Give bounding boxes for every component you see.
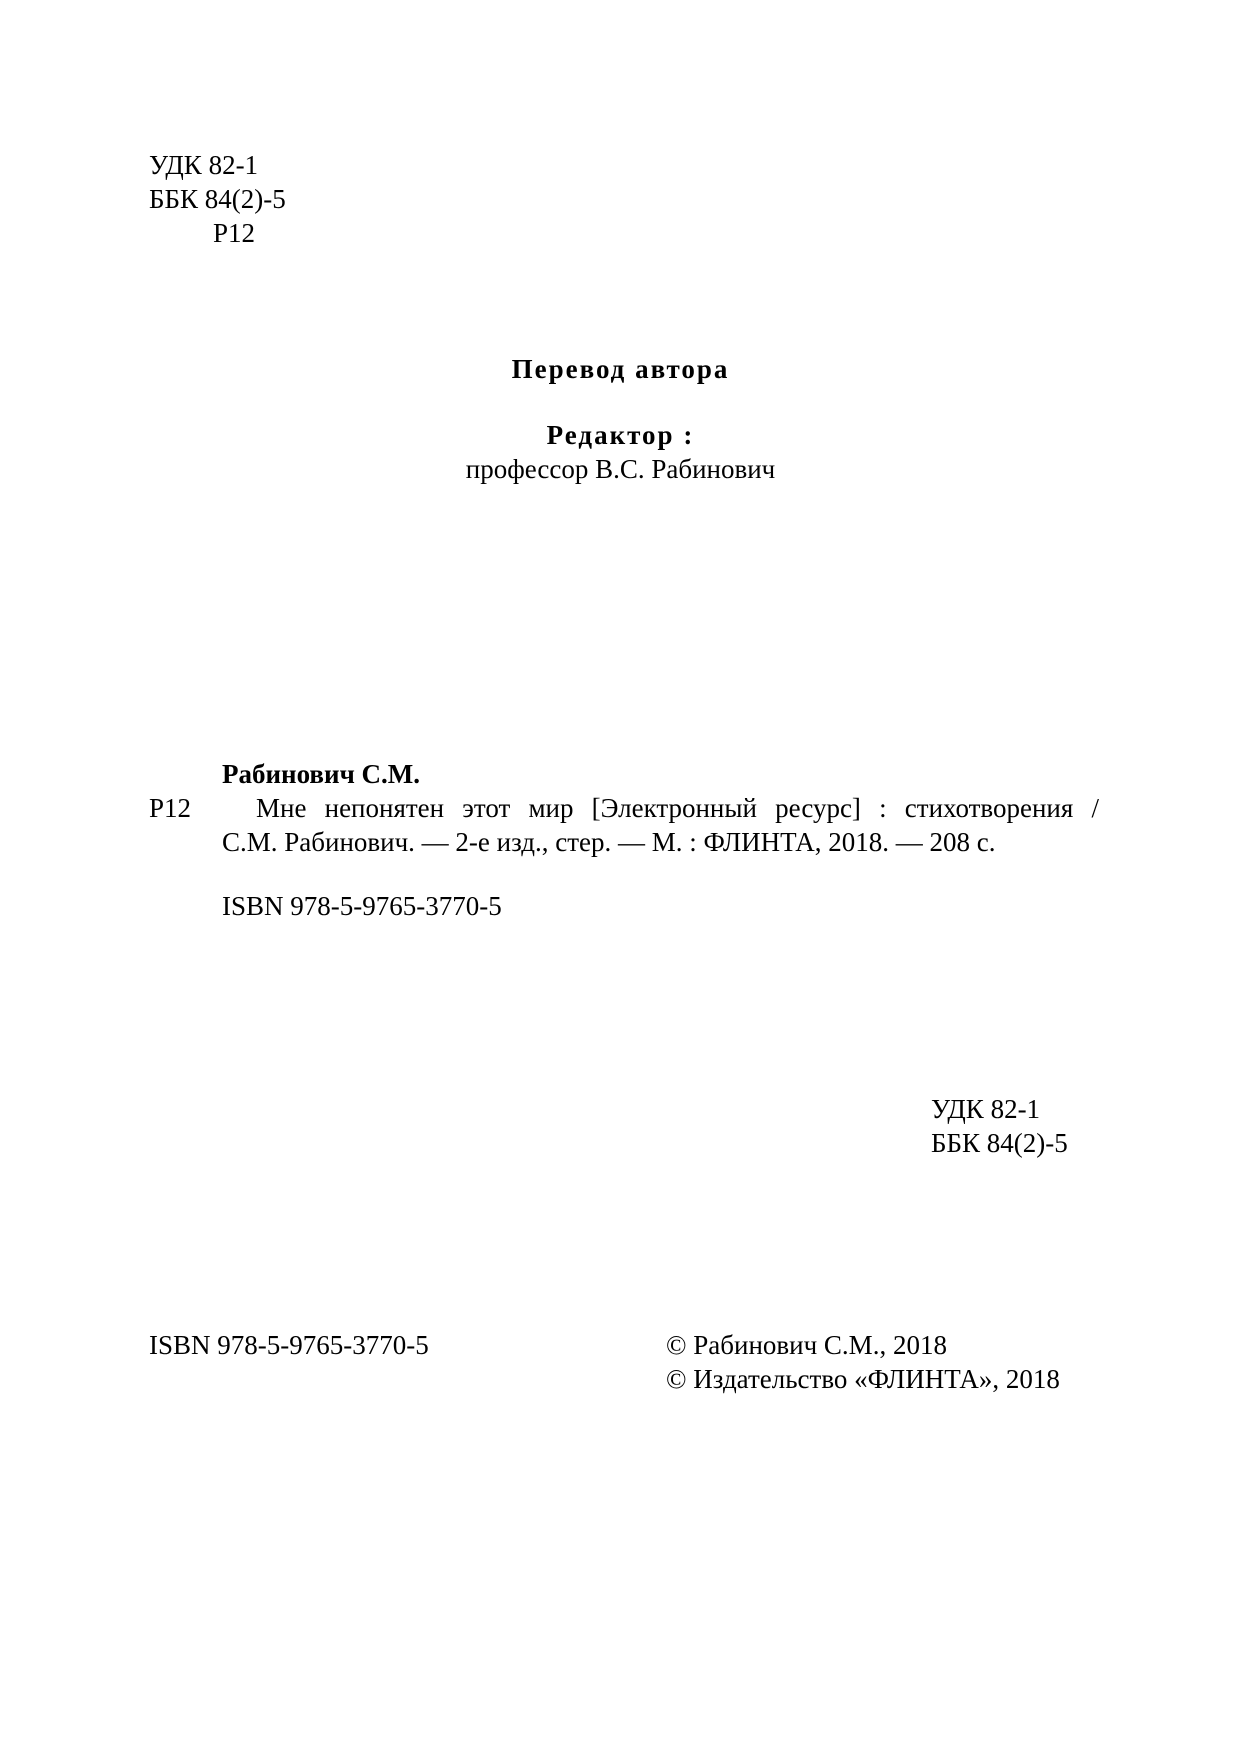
- footer-isbn: ISBN 978-5-9765-3770-5: [149, 1330, 429, 1360]
- bibliographic-author: Рабинович С.М.: [222, 759, 421, 789]
- bbk-code: ББК 84(2)-5: [149, 184, 286, 214]
- copyright-publisher: © Издательство «ФЛИНТА», 2018: [666, 1364, 1060, 1394]
- bibliographic-description-line-1: Мне непонятен этот мир [Электронный ресурс] : стихотворения /: [256, 793, 1099, 823]
- editor-credit: [0, 418, 1241, 486]
- udk-code: УДК 82-1: [149, 150, 259, 180]
- top-classification-codes: [149, 148, 286, 250]
- bibliographic-description-line-2: С.М. Рабинович. — 2-е изд., стер. — М. : ФЛИНТА, 2018. — 208 с.: [222, 827, 996, 857]
- bottom-classification-codes: [931, 1092, 1068, 1160]
- bottom-udk-code: УДК 82-1: [931, 1094, 1041, 1124]
- editor-label: Редактор :: [546, 420, 695, 450]
- copyright-author: © Рабинович С.М., 2018: [666, 1330, 947, 1360]
- bibliographic-isbn: ISBN 978-5-9765-3770-5: [222, 891, 502, 921]
- editor-name: профессор В.С. Рабинович: [465, 454, 776, 484]
- bibliographic-author-mark: Р12: [149, 793, 192, 823]
- copyright-notices: [666, 1328, 1060, 1396]
- translation-credit: Перевод автора: [511, 354, 730, 384]
- bottom-bbk-code: ББК 84(2)-5: [931, 1128, 1068, 1158]
- author-mark: Р12: [213, 218, 256, 248]
